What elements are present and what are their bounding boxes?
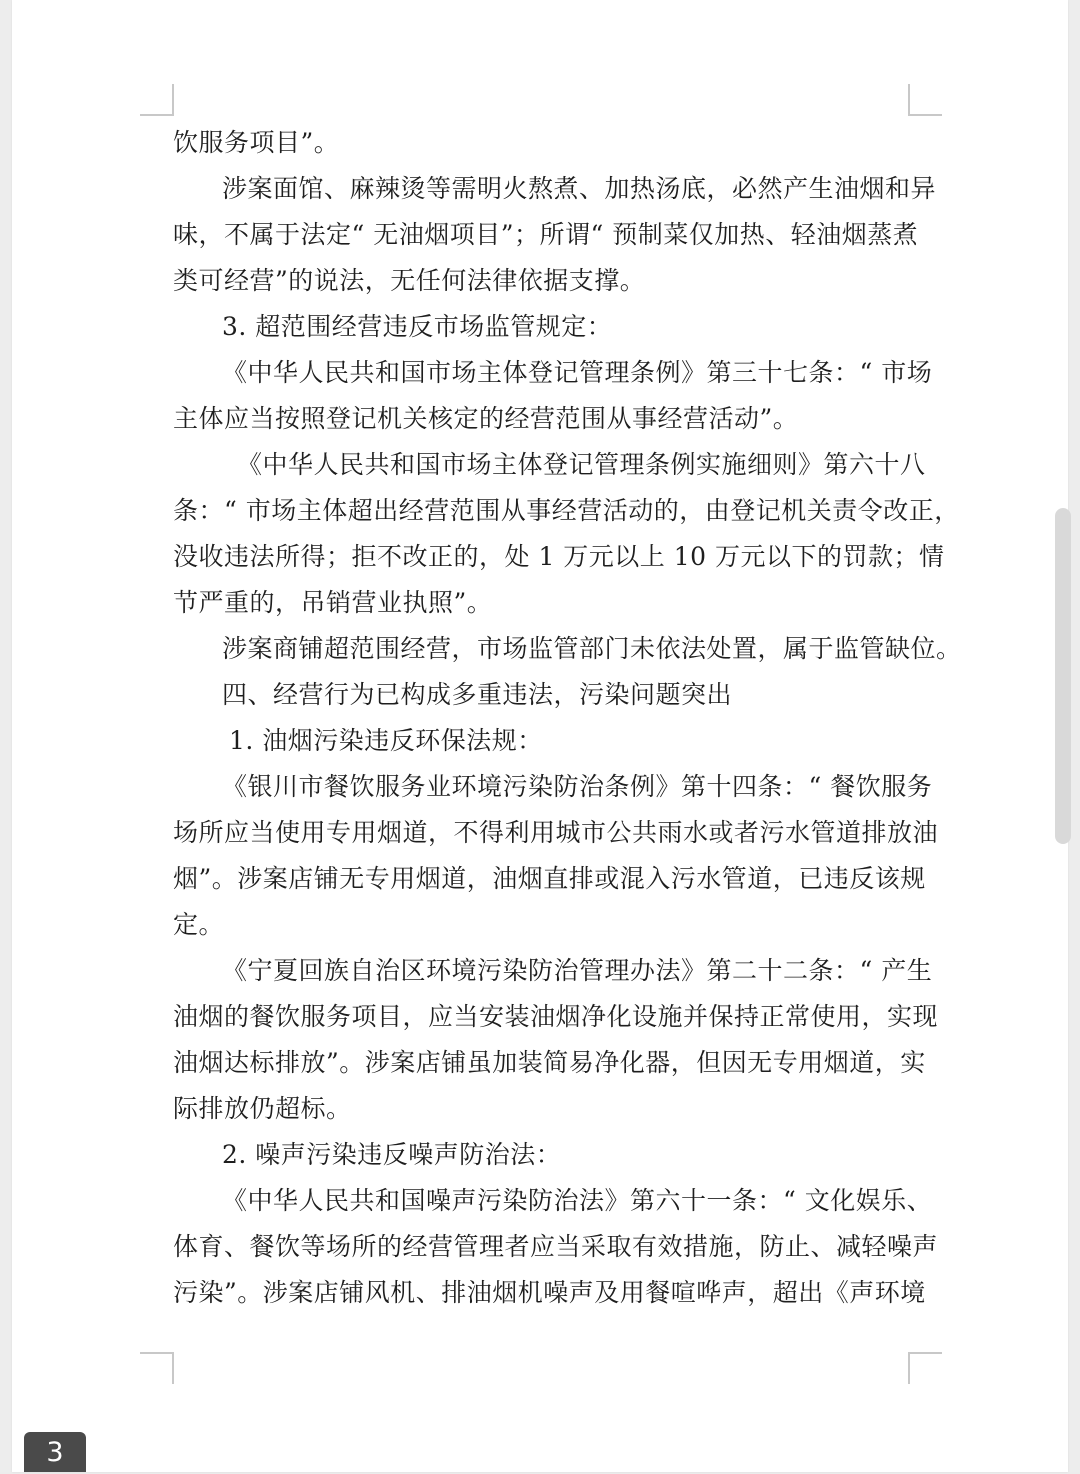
text-line: 《宁夏回族自治区环境污染防治管理办法》第二十二条：“ 产生 [222,956,933,985]
section-heading: 1. 油烟污染违反环保法规： [229,726,543,755]
text-line: 场所应当使用专用烟道，不得利用城市公共雨水或者污水管道排放油 [173,818,939,847]
text-line: 味，不属于法定“ 无油烟项目”；所谓“ 预制菜仅加热、轻油烟蒸煮 [173,220,919,249]
vertical-scrollbar-thumb[interactable] [1055,508,1071,844]
crop-mark-bottom-right [908,1352,942,1384]
text-line: 《中华人民共和国噪声污染防治法》第六十一条：“ 文化娱乐、 [222,1186,933,1215]
text-line: 际排放仍超标。 [173,1094,352,1123]
text-line: 烟”。涉案店铺无专用烟道，油烟直排或混入污水管道，已违反该规 [173,864,926,893]
text-line: 《中华人民共和国市场主体登记管理条例实施细则》第六十八 [237,450,926,479]
document-page [12,0,1068,1472]
text-line: 定。 [173,910,225,939]
page-number-badge: 3 [24,1432,86,1472]
text-line: 涉案商铺超范围经营，市场监管部门未依法处置，属于监管缺位。 [222,634,962,663]
section-heading: 四、经营行为已构成多重违法，污染问题突出 [222,680,733,709]
section-heading: 3. 超范围经营违反市场监管规定： [222,312,613,341]
text-line: 《中华人民共和国市场主体登记管理条例》第三十七条：“ 市场 [222,358,933,387]
text-line: 类可经营”的说法，无任何法律依据支撑。 [173,266,646,295]
text-line: 体育、餐饮等场所的经营管理者应当采取有效措施，防止、减轻噪声 [173,1232,939,1261]
text-line: 饮服务项目”。 [173,128,340,157]
text-line: 油烟达标排放”。涉案店铺虽加装简易净化器，但因无专用烟道，实 [173,1048,926,1077]
crop-mark-top-right [908,84,942,116]
text-line: 《银川市餐饮服务业环境污染防治条例》第十四条：“ 餐饮服务 [222,772,933,801]
text-line: 没收违法所得；拒不改正的，处 1 万元以上 10 万元以下的罚款；情 [173,542,945,571]
text-line: 污染”。涉案店铺风机、排油烟机噪声及用餐喧哗声，超出《声环境 [173,1278,926,1307]
text-line: 节严重的，吊销营业执照”。 [173,588,493,617]
section-heading: 2. 噪声污染违反噪声防治法： [222,1140,562,1169]
crop-mark-top-left [140,84,174,116]
crop-mark-bottom-left [140,1352,174,1384]
text-line: 涉案面馆、麻辣烫等需明火熬煮、加热汤底，必然产生油烟和异 [222,174,937,203]
text-line: 条：“ 市场主体超出经营范围从事经营活动的，由登记机关责令改正， [173,496,960,525]
text-line: 主体应当按照登记机关核定的经营范围从事经营活动”。 [173,404,799,433]
text-line: 油烟的餐饮服务项目，应当安装油烟净化设施并保持正常使用，实现 [173,1002,939,1031]
